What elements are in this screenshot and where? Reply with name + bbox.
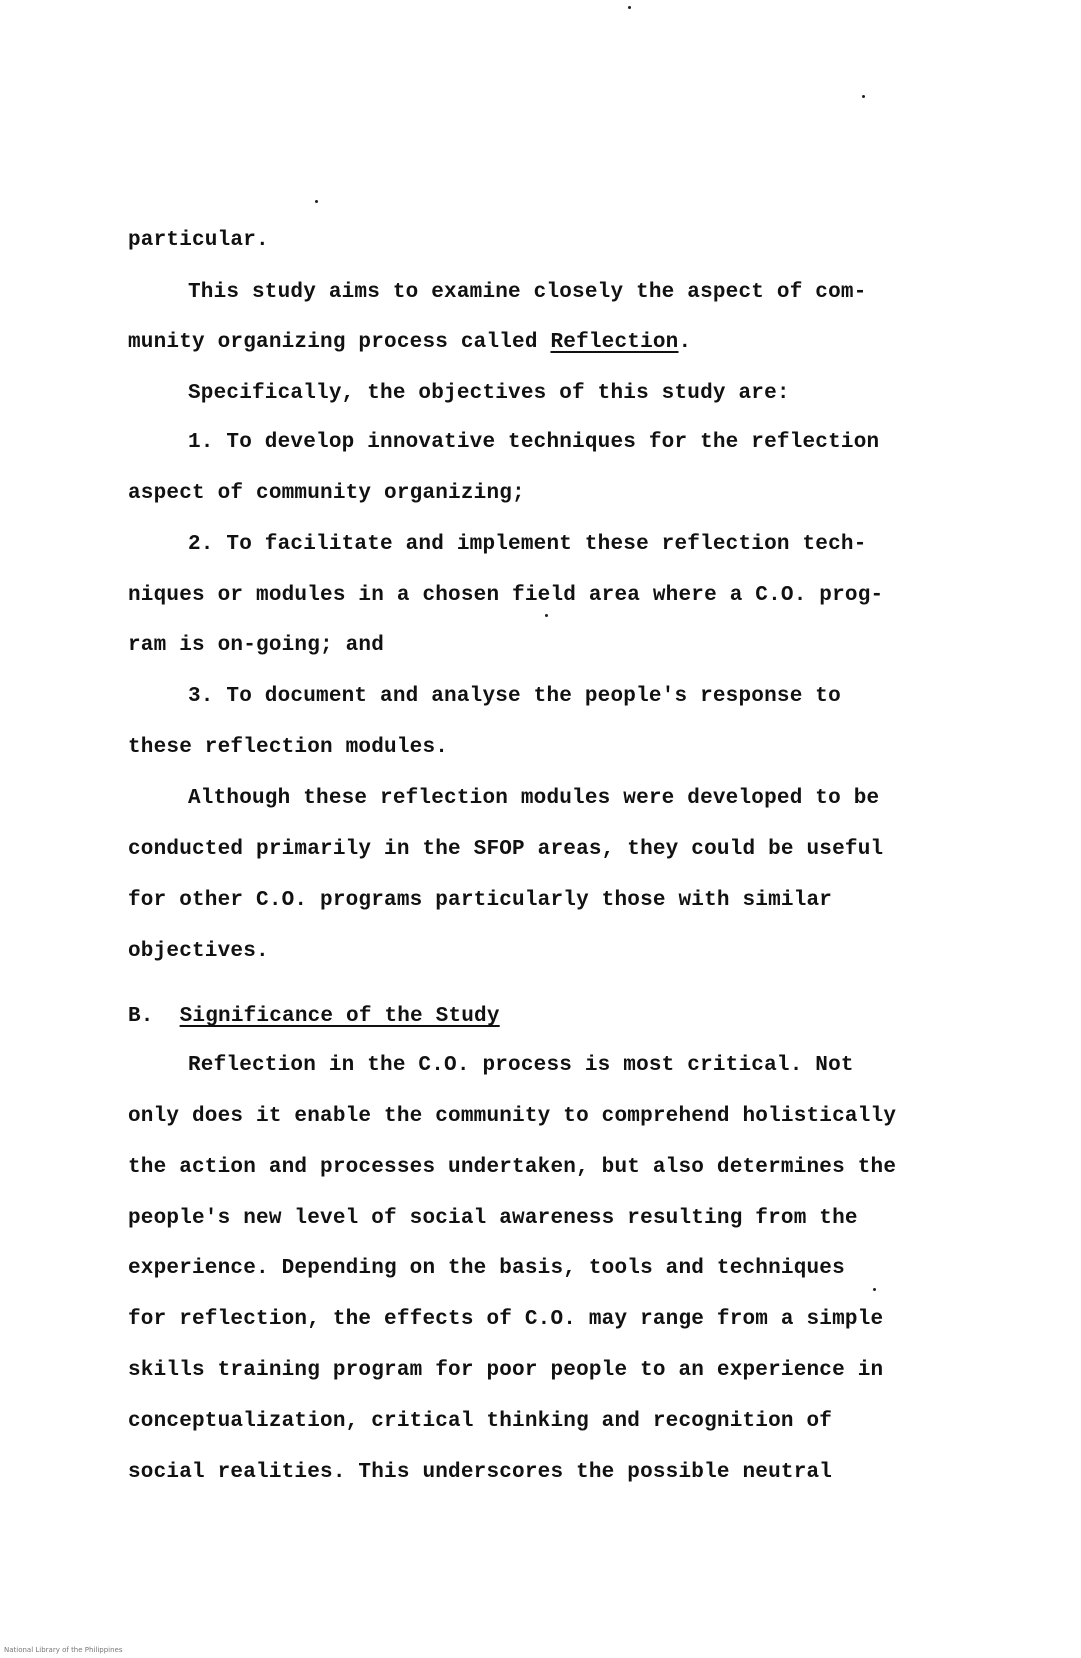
- scan-speck: [862, 95, 865, 98]
- scan-speck: [873, 1288, 876, 1291]
- section-heading: [128, 1004, 500, 1030]
- text-span: munity organizing process called: [128, 331, 551, 354]
- text-line: Reflection in the C.O. process is most critical. Not: [188, 1054, 854, 1077]
- text-line: for reflection, the effects of C.O. may range from a simple: [128, 1308, 884, 1331]
- objective-item: 2. To facilitate and implement these reflection tech-: [188, 533, 867, 556]
- text-line: Although these reflection modules were developed to be: [188, 787, 880, 810]
- scan-speck: [628, 6, 631, 9]
- text-line: niques or modules in a chosen field area where a C.O. prog-: [128, 584, 884, 607]
- objective-item: 3. To document and analyse the people's response to: [188, 685, 841, 708]
- section-label: B.: [128, 1005, 154, 1028]
- text-line: social realities. This underscores the possible neutral: [128, 1461, 833, 1484]
- scan-footer: National Library of the Philippines: [4, 1646, 123, 1654]
- text-line: conducted primarily in the SFOP areas, they could be useful: [128, 838, 884, 861]
- scan-speck: [315, 200, 318, 203]
- text-line: the action and processes undertaken, but also determines the: [128, 1156, 897, 1179]
- text-line: people's new level of social awareness resulting from the: [128, 1207, 858, 1230]
- text-line: aspect of community organizing;: [128, 482, 525, 505]
- objective-item: 1. To develop innovative techniques for the reflection: [188, 431, 880, 454]
- text-line: particular.: [128, 229, 269, 252]
- text-line: ram is on-going; and: [128, 634, 385, 657]
- text-line: skills training program for poor people to an experience in: [128, 1359, 884, 1382]
- text-line: This study aims to examine closely the aspect of com-: [188, 281, 867, 304]
- scan-speck: [545, 614, 548, 617]
- term-reflection: Reflection: [550, 331, 679, 354]
- section-title: Significance of the Study: [179, 1005, 500, 1028]
- text-line: experience. Depending on the basis, tools and techniques: [128, 1257, 845, 1280]
- text-line: conceptualization, critical thinking and recognition of: [128, 1410, 833, 1433]
- text-line: objectives.: [128, 940, 269, 963]
- text-line: for other C.O. programs particularly those with similar: [128, 889, 833, 912]
- text-line: Specifically, the objectives of this study are:: [188, 382, 790, 405]
- text-line: [128, 330, 691, 356]
- text-line: only does it enable the community to comprehend holistically: [128, 1105, 897, 1128]
- text-span: .: [678, 331, 692, 354]
- text-line: these reflection modules.: [128, 736, 449, 759]
